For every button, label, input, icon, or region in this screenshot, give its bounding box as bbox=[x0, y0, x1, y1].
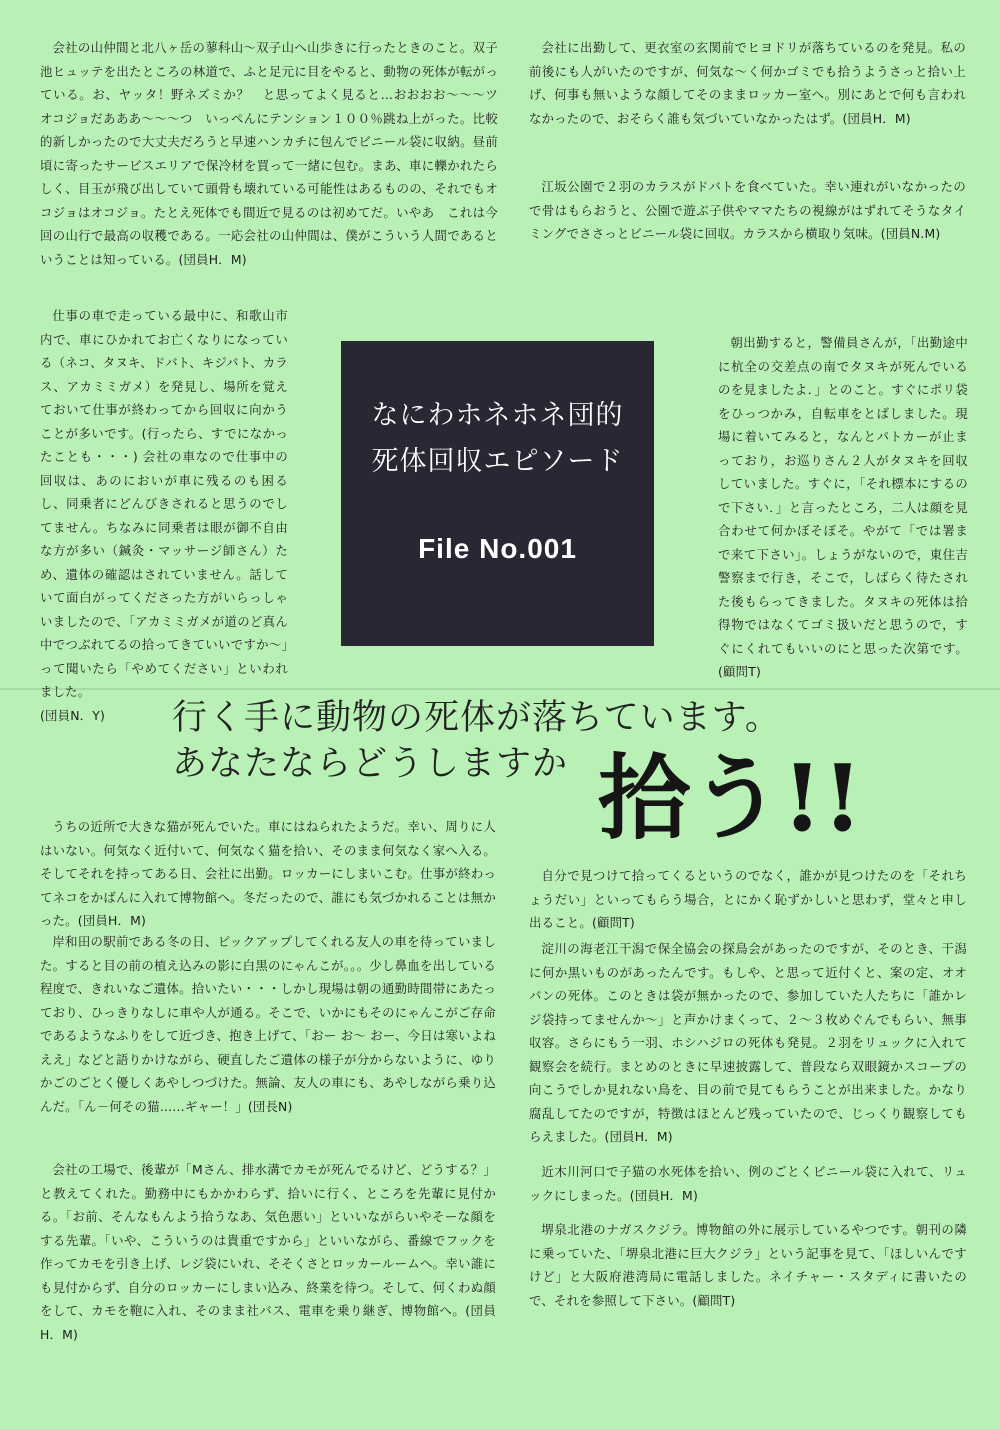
file-number: File No.001 bbox=[418, 533, 577, 564]
episode-kishiwada-cat: 岸和田の駅前である冬の日、ピックアップしてくれる友人の車を待っていました。すると目の前の植え込みの影に白黒のにゃんこが。。。少し鼻血を出している程度で、きれいなご遺体。拾いたい・・・しかし現場は朝の通勤時間帯にあたっており、ひっきりなしに車や人が通る。そこで、いかにもそのにゃんこがご存命であるようなふりをして近づき、抱き上げて、「おー お～ おー、今日は寒いよねええ」などと語りかけながら、硬直したご遺体の様子が分からないように、ゆりかごのごとく優しくあやしつづけた。無論、友人の車にも、あやしながら乗り込んだ。「ん－何その猫……ギャー！」(団長N) bbox=[40, 934, 496, 1114]
episode-yodogawa: 淀川の海老江干潟で保全協会の探鳥会があったのですが、そのとき、干潟に何か黒いものがあったんです。もしや、と思って近付くと、案の定、オオバンの死体。このときは袋が無かったので、参加していた人たちに「誰かレジ袋持ってませんか～」と声かけまくって、２～３枚めぐんでもらい、無事収容。さらにもう一羽、ホシハジロの死体も発見。２羽をリュックに入れて観察会を続行。まとめのときに早速披露して、普段なら双眼鏡かスコープの向こうでしか見れない鳥を、目の前で見てもらうことが出来ました。かなり腐乱してたのですが，特徴はほとんど残っていたので、じっくり観察してもらえました。(団員H．M) bbox=[529, 941, 967, 1144]
episode-tanuki: 朝出勤すると，警備員さんが，「出勤途中に杭全の交差点の南でタヌキが死んでいるのを見ましたよ．」とのこと。すぐにポリ袋をひっつかみ，自転車をとばしました。現場に着いてみると，なんとパトカーが止まっており，お巡りさん２人がタヌキを回収していました。すぐに，「それ標本にするので下さい．」と言ったところ，二人は顔を見合わせて何かぼそぼそ。やがて「では署まで来て下さい」。しょうがないので，東住吉警察まで行き，そこで，しばらく待たされた後もらってきました。タヌキの死体は拾得物ではなくてゴミ扱いだと思うので，すぐにくれてもいいのにと思った次第です。(顧問T) bbox=[718, 335, 968, 679]
headline-line-2: あなたならどうしますか bbox=[172, 744, 569, 784]
episode-okojo: 会社の山仲間と北八ヶ岳の蓼科山～双子山へ山歩きに行ったときのこと。双子池ヒュッテを出たところの林道で、ふと足元に目をやると、動物の死体が転がっている。お、ヤッタ！野ネズミか？ と思ってよく見ると…おおおお～～～ツ オコジョだあああ～～～つ いっぺんにテンション１００％跳ね上がった。比較的新しかったので大丈夫だろうと早速ハンカチに包んでビニール袋に収納。昼前頃に寄ったサービスエリアで保冷材を買って一緒に包む。まあ、車に轢かれたらしく、目玉が飛び出していて頭骨も壊れている可能性はあるものの、それでもオコジョはオコジョ。たとえ死体でも間近で見るのは初めてだ。いやあ これは今回の山行で最高の収穫である。一応会社の山仲間は、僕がこういう人間であるということは知っている。(団員H．M) bbox=[40, 40, 511, 267]
title-box bbox=[341, 341, 654, 646]
episode-factory-duck: 会社の工場で、後輩が「Mさん、排水溝でカモが死んでるけど、どうする？」と教えてくれた。勤務中にもかかわらず、拾いに行く、ところを先輩に見付かる。「お前、そんなもんよう拾うなあ、気色悪い」といいながらいやそーな顔をする先輩。「いや、こういうのは貴重ですから」といいながら、番線でフックを作ってカモを引き上げ、レジ袋にいれ、そそくさとロッカールームへ。幸い誰にも見付からず、自分のロッカーにしまい込み、終業を待つ。そして、何くわぬ顔をして、カモを鞄に入れ、そのまま社バス、電車を乗り継ぎ、博物館へ。(団員H．M) bbox=[40, 1162, 496, 1342]
episode-kogi-river: 近木川河口で子猫の水死体を拾い、例のごとくビニール袋に入れて、リュックにしまった。(団員H．M) bbox=[529, 1164, 967, 1203]
headline-answer: 拾う!! bbox=[598, 744, 863, 852]
episode-ask-for-it: 自分で見つけて拾ってくるというのでなく，誰かが見つけたのを「それちょうだい」といってもらう場合，とにかく恥ずかしいと思わず，堂々と申し出ること。(顧問T) bbox=[529, 868, 967, 930]
episode-esaka-crows: 江坂公園で２羽のカラスがドバトを食べていた。幸い連れがいなかったので骨はもらおうと、公園で遊ぶ子供やママたちの視線がはずれてそうなタイミングでささっとビニール袋に回収。カラスから横取り気味。(団員N.M) bbox=[529, 179, 966, 241]
episode-wakayama: 仕事の車で走っている最中に、和歌山市内で、車にひかれてお亡くなりになっている（ネコ、タヌキ、ドバト、キジバト、カラス、アカミミガメ）を発見し、場所を覚えておいて仕事が終わってから回収に向かうことが多いです。(行ったら、すでになかったことも・・・) 会社の車なので仕事中の回収は、あのにおいが車に残るのも困るし、同乗者にどんびきされると思うのでしてません。ちなみに同乗者は眼が御不自由な方が多い（鍼灸・マッサージ師さん）ため、遺体の確認はされていません。話していて面白がってくださった方がいらっしゃいましたので、「アカミミガメが道のど真ん中でつぶれてるの拾ってきていいですか～」って聞いたら「やめてください」といわれました。 (団員N．Y) bbox=[40, 308, 288, 723]
title-line-2: 死体回収エピソード bbox=[371, 446, 624, 477]
episode-hiyodori: 会社に出勤して、更衣室の玄関前でヒヨドリが落ちているのを発見。私の前後にも人がいたのですが、何気な～く何かゴミでも拾うようさっと拾い上げ、何事も無いような顔してそのままロッカー室へ。別にあとで何も言われなかったので、おそらく誰も気づいていなかったはず。(団員H．M) bbox=[529, 40, 966, 126]
episode-whale: 堺泉北港のナガスクジラ。博物館の外に展示しているやつです。朝刊の隣に乗っていた、「堺泉北港に巨大クジラ」という記事を見て、「ほしいんですけど」と大阪府港湾局に電話しました。ネイチャー・スタディに書いたので、それを参照して下さい。(顧問T) bbox=[529, 1222, 967, 1308]
episode-neighborhood-cat: うちの近所で大きな猫が死んでいた。車にはねられたようだ。幸い、周りに人はいない。何気なく近付いて、何気なく猫を拾い、そのまま何気なく家へ入る。そしてそれを持ってある日、会社に出勤。ロッカーにしまいこむ。仕事が終わってネコをかばんに入れて博物館へ。冬だったので、誰にも気づかれることは無かった。(団員H．M) bbox=[40, 819, 496, 928]
title-line-1: なにわホネホネ団的 bbox=[371, 400, 624, 431]
headline-line-1: 行く手に動物の死体が落ちています。 bbox=[172, 698, 781, 738]
